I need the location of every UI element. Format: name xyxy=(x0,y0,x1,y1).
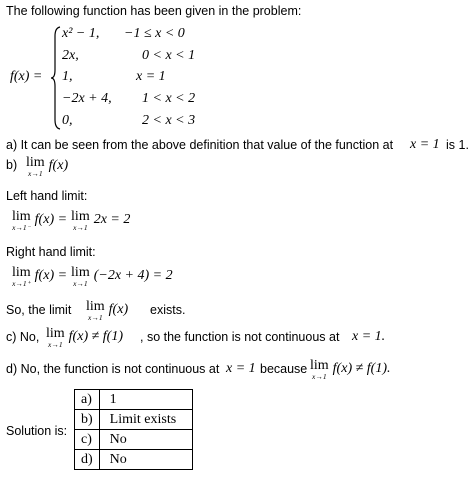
solution-key: b) xyxy=(75,410,100,430)
part-d-limit xyxy=(310,359,391,381)
lim-sub: x→1 xyxy=(48,340,63,349)
lim-word: lim xyxy=(71,209,90,224)
left-limit-equation xyxy=(12,210,130,232)
table-row xyxy=(75,430,193,450)
part-b-limit xyxy=(26,156,68,178)
lim-word: lim xyxy=(12,265,31,280)
piece-cond: 2 < x < 3 xyxy=(142,113,196,128)
right-limit-heading: Right hand limit: xyxy=(6,245,96,259)
piece-expr: 2x, xyxy=(62,48,79,63)
part-c-text: c) No, xyxy=(6,330,40,344)
right-expr-2: (−2x + 4) = 2 xyxy=(93,268,173,283)
piece-cond: 1 < x < 2 xyxy=(142,91,196,106)
left-brace xyxy=(50,26,62,130)
left-expr-2: 2x = 2 xyxy=(93,212,131,227)
lim-sub: x→1⁺ xyxy=(12,279,31,288)
intro-text: The following function has been given in the problem: xyxy=(6,4,302,18)
solution-key: d) xyxy=(75,450,100,470)
so-tail: exists. xyxy=(150,303,186,317)
part-d-expr: f(x) ≠ f(1). xyxy=(332,361,391,376)
part-d-math: x = 1 xyxy=(226,361,256,376)
piece-expr: −2x + 4, xyxy=(62,91,112,106)
lim-word: lim xyxy=(46,326,65,341)
lim-sub: x→1 xyxy=(73,223,88,232)
piecewise-lhs: f(x) = xyxy=(10,69,43,84)
solution-value: No xyxy=(99,450,192,470)
left-expr-1: f(x) = xyxy=(34,212,68,227)
lim-word: lim xyxy=(71,265,90,280)
lim-word: lim xyxy=(12,209,31,224)
table-row xyxy=(75,390,193,410)
lim-sub: x→1 xyxy=(28,169,43,178)
lim-word: lim xyxy=(310,358,329,373)
left-limit-heading: Left hand limit: xyxy=(6,189,88,203)
solution-key: c) xyxy=(75,430,100,450)
part-c-expr: f(x) ≠ f(1) xyxy=(68,329,123,344)
part-a-text: a) It can be seen from the above definition that value of the function at xyxy=(6,138,394,152)
part-a-math: x = 1 xyxy=(410,137,440,152)
part-d-mid: because xyxy=(260,362,308,376)
lim-word: lim xyxy=(86,299,105,314)
part-b-expr: f(x) xyxy=(48,158,69,173)
lim-word: lim xyxy=(26,155,45,170)
lim-sub: x→1 xyxy=(88,313,103,322)
part-a-tail: is 1. xyxy=(446,138,469,152)
piece-cond: 0 < x < 1 xyxy=(142,48,196,63)
so-text: So, the limit xyxy=(6,303,72,317)
part-b-label: b) xyxy=(6,158,18,172)
solution-value: Limit exists xyxy=(99,410,192,430)
right-expr-1: f(x) = xyxy=(34,268,68,283)
piece-expr: 0, xyxy=(62,113,73,128)
table-row xyxy=(75,450,193,470)
lim-sub: x→1 xyxy=(312,372,327,381)
table-row xyxy=(75,410,193,430)
solution-key: a) xyxy=(75,390,100,410)
solution-table xyxy=(74,389,193,470)
piece-cond: x = 1 xyxy=(136,69,166,84)
right-limit-equation xyxy=(12,266,173,288)
part-c-math: x = 1. xyxy=(352,329,386,344)
lim-sub: x→1⁻ xyxy=(12,223,31,232)
solution-value: No xyxy=(99,430,192,450)
piece-cond: −1 ≤ x < 0 xyxy=(124,26,185,41)
solution-value: 1 xyxy=(99,390,192,410)
so-expr: f(x) xyxy=(108,302,129,317)
piece-expr: 1, xyxy=(62,69,73,84)
piece-expr: x² − 1, xyxy=(62,26,100,41)
part-c-limit xyxy=(46,327,123,349)
part-c-mid: , so the function is not continuous at xyxy=(140,330,340,344)
solution-label: Solution is: xyxy=(6,424,68,438)
lim-sub: x→1 xyxy=(73,279,88,288)
part-d-text: d) No, the function is not continuous at xyxy=(6,362,220,376)
so-limit xyxy=(86,300,128,322)
